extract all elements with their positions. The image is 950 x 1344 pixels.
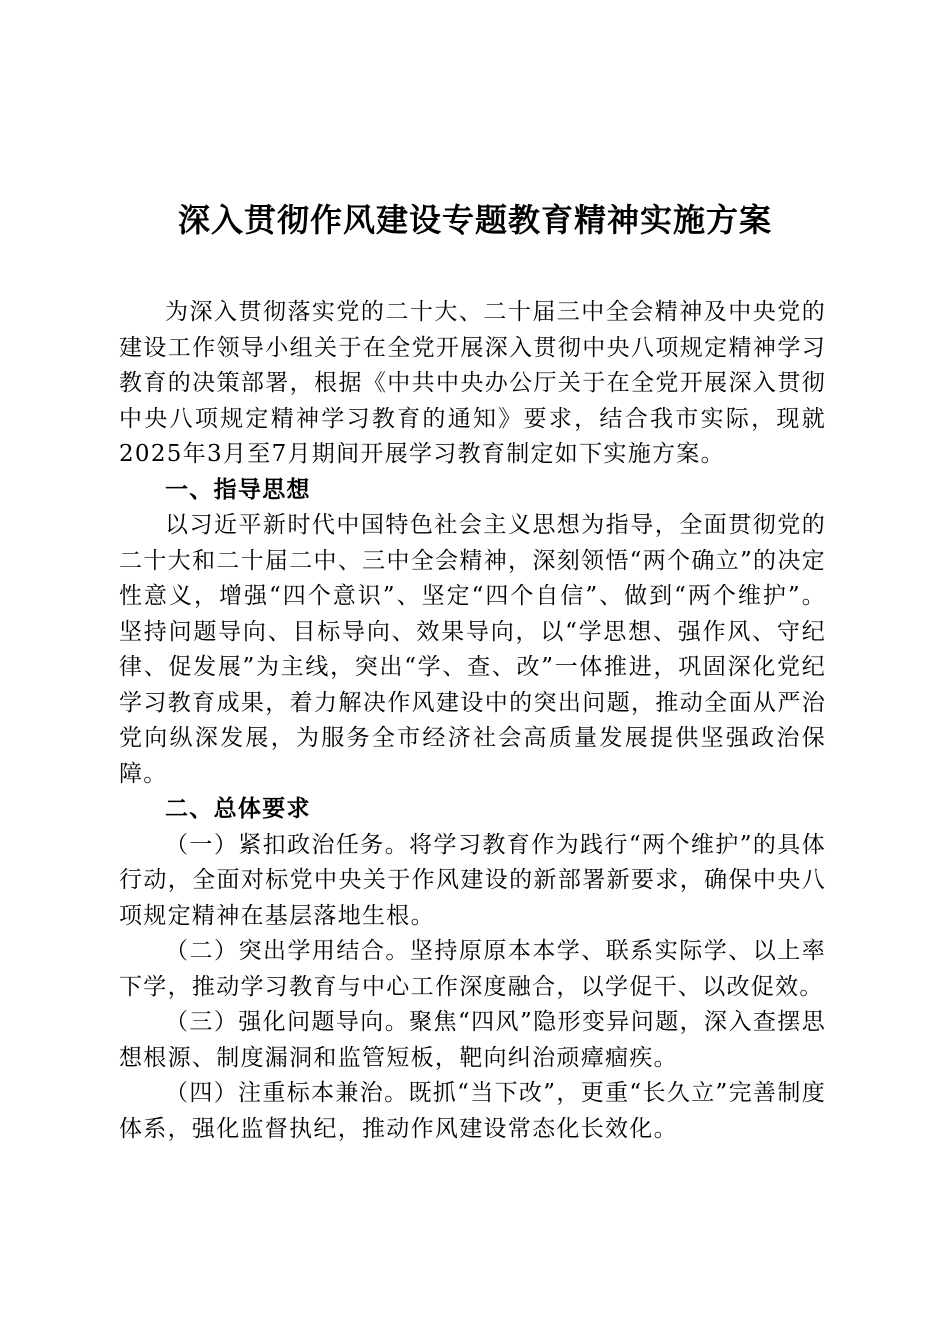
guiding-ideology-paragraph: 以习近平新时代中国特色社会主义思想为指导，全面贯彻党的二十大和二十届二中、三中全会精神，深刻领悟“两个确立”的决定性意义，增强“四个意识”、坚定“四个自信”、做到“两个维护”。坚持问题导向、目标导向、效果导向，以“学思想、强作风、守纪律、促发展”为主线，突出“学、查、改”一体推进，巩固深化党纪学习教育成果，着力解决作风建设中的突出问题，推动全面从严治党向纵深发展，为服务全市经济社会高质量发展提供坚强政治保障。 [119, 512, 826, 787]
requirement-paragraph-3: （三）强化问题导向。聚焦“四风”隐形变异问题，深入查摆思想根源、制度漏洞和监管短板，靶向纠治顽瘴痼疾。 [119, 1009, 826, 1071]
section-heading-guiding-ideology: 一、指导思想 [165, 476, 311, 503]
requirement-paragraph-4: （四）注重标本兼治。既抓“当下改”，更重“长久立”完善制度体系，强化监督执纪，推动作风建设常态化长效化。 [119, 1080, 826, 1142]
intro-paragraph: 为深入贯彻落实党的二十大、二十届三中全会精神及中央党的建设工作领导小组关于在全党开展深入贯彻中央八项规定精神学习教育的决策部署，根据《中共中央办公厅关于在全党开展深入贯彻中央八项规定精神学习教育的通知》要求，结合我市实际，现就2025年3月至7月期间开展学习教育制定如下实施方案。 [119, 299, 826, 467]
section-heading-general-requirements: 二、总体要求 [165, 796, 311, 822]
document-title: 深入贯彻作风建设专题教育精神实施方案 [177, 201, 772, 239]
requirement-paragraph-2: （二）突出学用结合。坚持原原本本学、联系实际学、以上率下学，推动学习教育与中心工作深度融合，以学促干、以改促效。 [119, 938, 826, 1000]
document-body [119, 295, 826, 1147]
requirement-paragraph-1: （一）紧扣政治任务。将学习教育作为践行“两个维护”的具体行动，全面对标党中央关于作风建设的新部署新要求，确保中央八项规定精神在基层落地生根。 [119, 831, 826, 929]
